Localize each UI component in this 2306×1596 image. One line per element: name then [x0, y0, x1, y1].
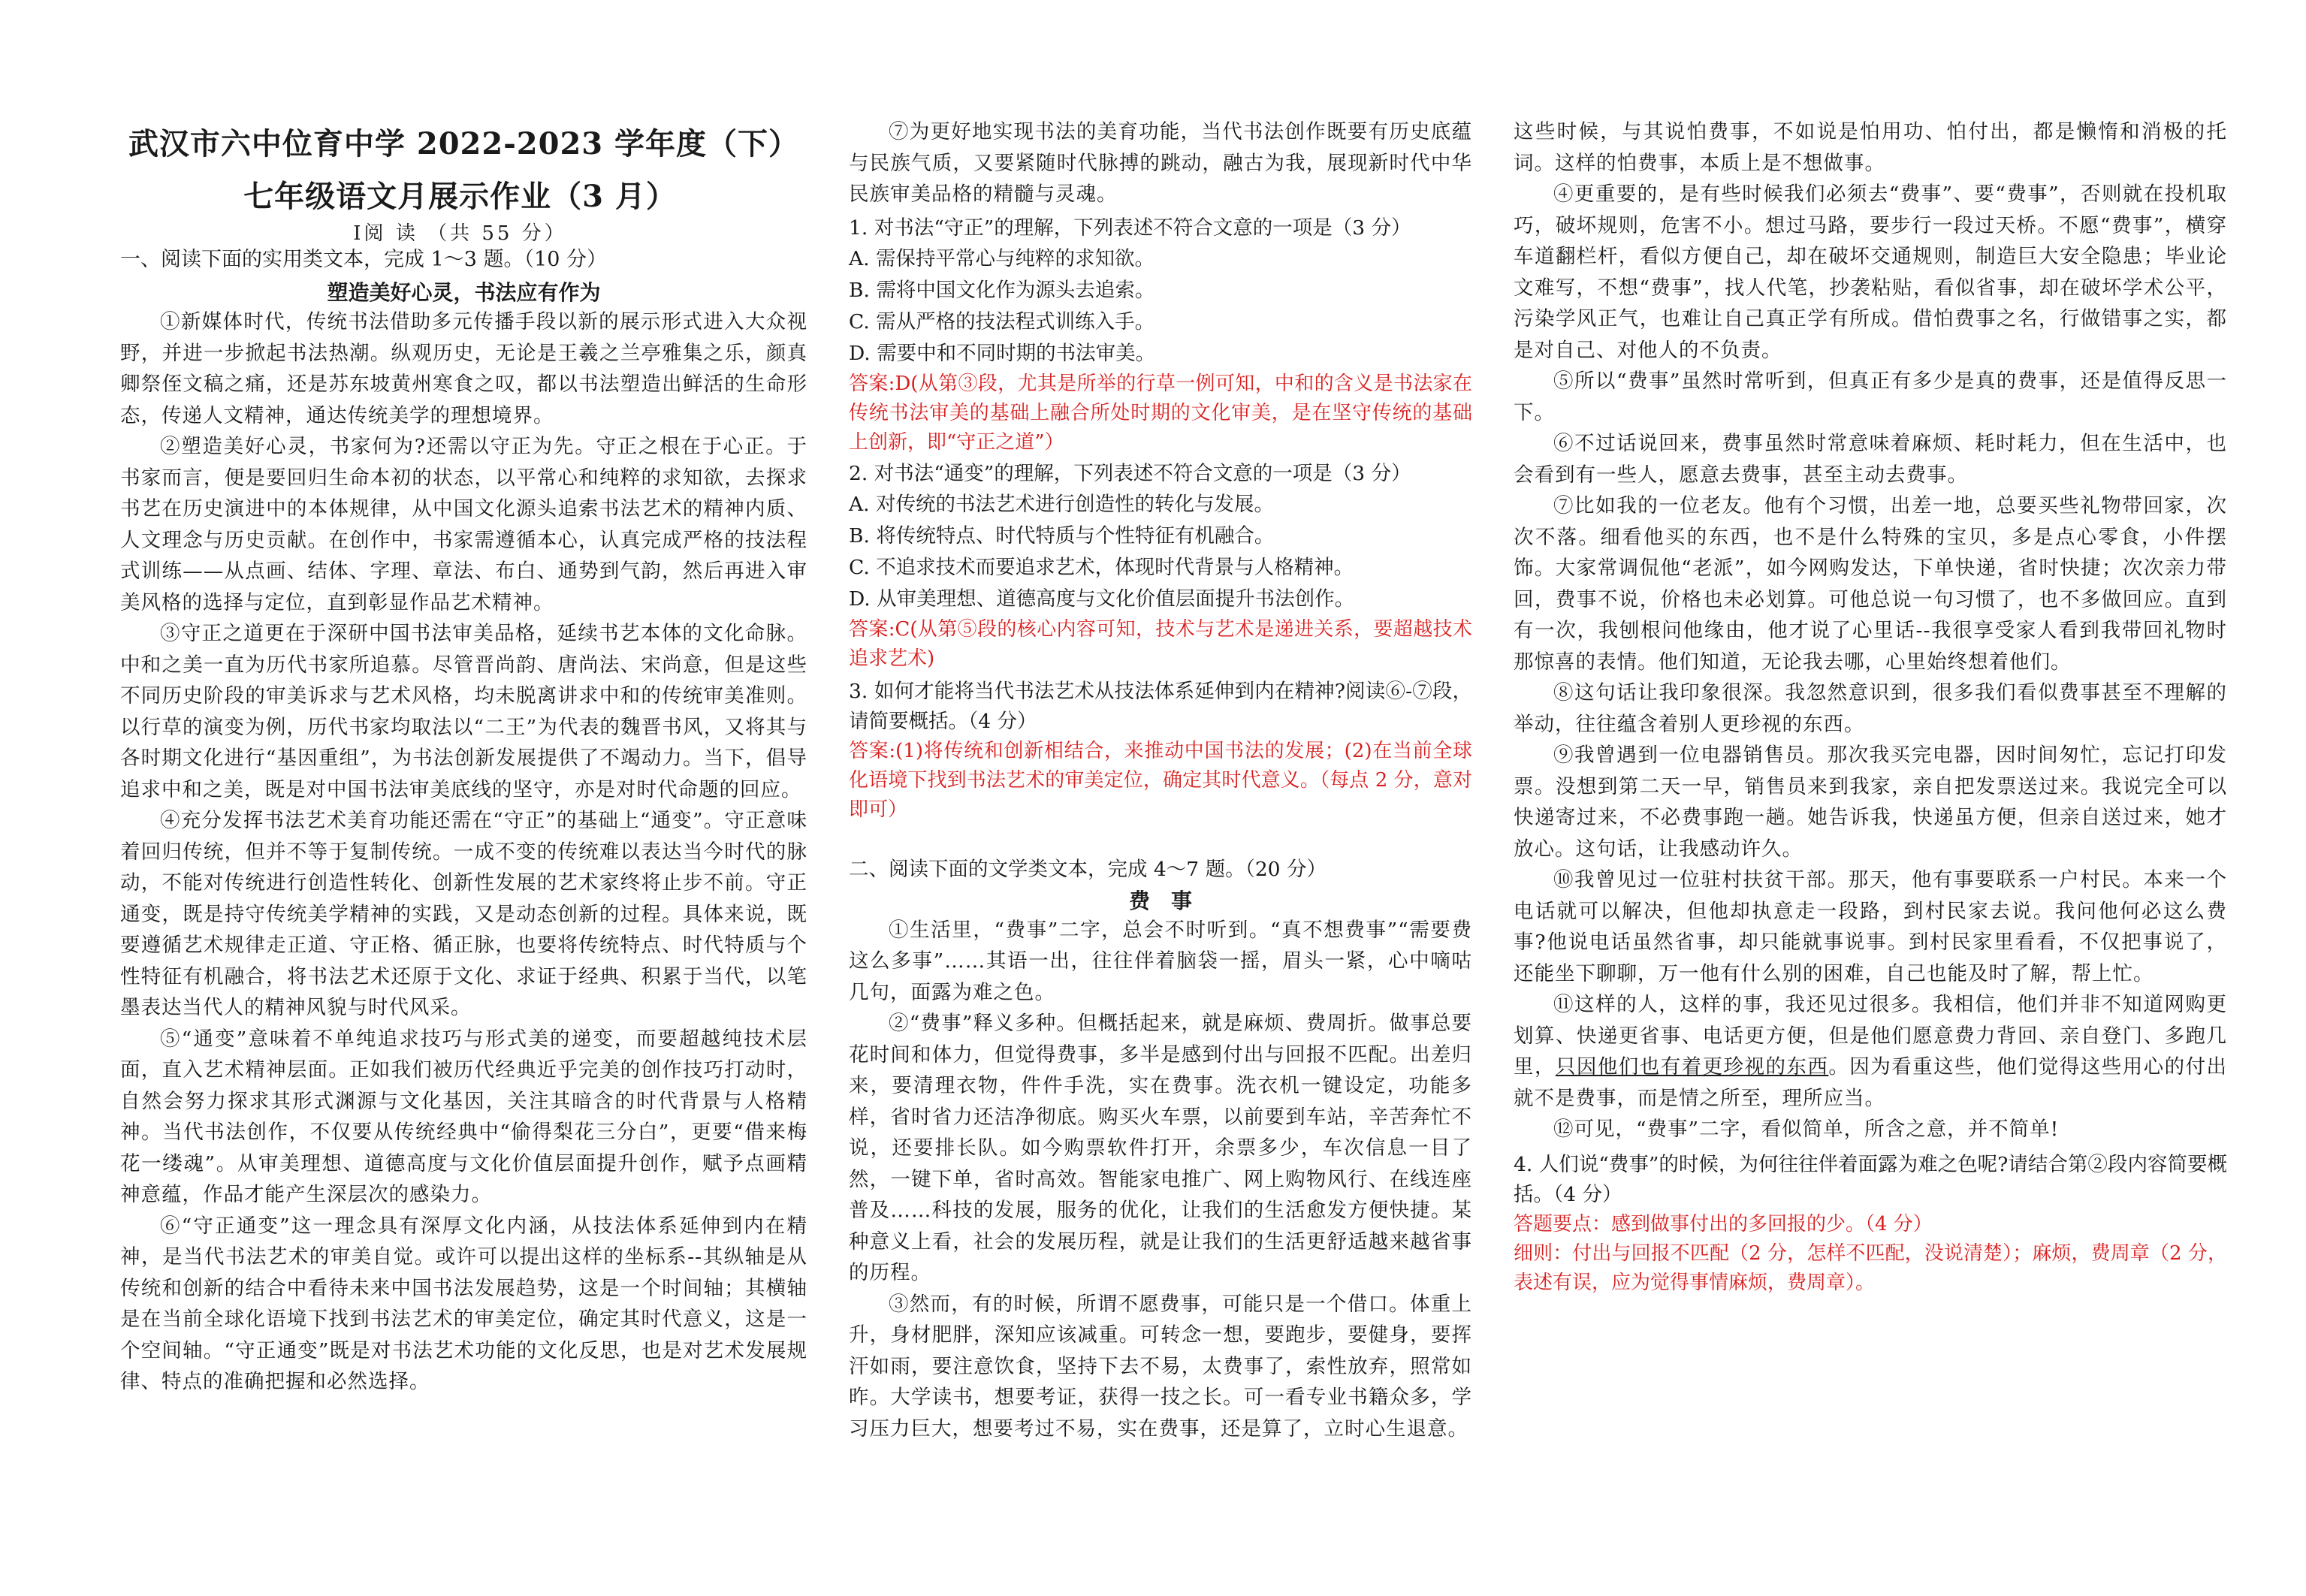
article1-para: ①新媒体时代，传统书法借助多元传播手段以新的展示形式进入大众视野，并进一步掀起书法热潮。纵观历史，无论是王羲之兰亭雅集之乐，颜真卿祭侄文稿之痛，还是苏东坡黄州寒食之叹，都以书法塑造出鲜活的生命形态，传递人文精神，通达传统美学的理想境界。 [120, 310, 807, 427]
q1-option: B. 需将中国文化作为源头去追索。 [849, 278, 1155, 302]
section1-intro: 一、阅读下面的实用类文本，完成 1～3 题。（10 分） [120, 248, 607, 271]
q3-answer: 答案:(1)将传统和创新相结合，来推动中国书法的发展；(2)在当前全球化语境下找到书法艺术的审美定位，确定其时代意义。（每点 2 分，意对即可） [849, 739, 1472, 821]
article2-para: ⑧这句话让我印象很深。我忽然意识到，很多我们看似费事甚至不理解的举动，往往蕴含着别人更珍视的东西。 [1514, 681, 2227, 736]
article1-para: ④充分发挥书法艺术美育功能还需在“守正”的基础上“通变”。守正意味着回归传统，但并不等于复制传统。一成不变的传统难以表达当今时代的脉动，不能对传统进行创造性转化、创新性发展的艺术家终将止步不前。守正通变，既是持守传统美学精神的实践，又是动态创新的过程。具体来说，既要遵循艺术规律走正道、守正格、循正脉，也要将传统特点、时代特质与个性特征有机融合，将书法艺术还原于文化、求证于经典、积累于当代，以笔墨表达当代人的精神风貌与时代风采。 [120, 809, 807, 1019]
q4-answer-detail: 细则：付出与回报不匹配（2 分，怎样不匹配，没说清楚）；麻烦，费周章（2 分，表述有误，应为觉得事情麻烦，费周章）。 [1514, 1242, 2227, 1294]
article1-para: ③守正之道更在于深研中国书法审美品格，延续书艺本体的文化命脉。中和之美一直为历代书家所追慕。尽管晋尚韵、唐尚法、宋尚意，但是这些不同历史阶段的审美诉求与艺术风格，均未脱离讲求中和的传统审美准则。以行草的演变为例，历代书家均取法以“二王”为代表的魏晋书风，又将其与各时期文化进行“基因重组”，为书法创新发展提供了不竭动力。当下，倡导追求中和之美，既是对中国书法审美底线的坚守，亦是对时代命题的回应。 [120, 622, 807, 801]
article2-para: ⑨我曾遇到一位电器销售员。那次我买完电器，因时间匆忙，忘记打印发票。没想到第二天一早，销售员来到我家，亲自把发票送过来。我说完全可以快递寄过来，不必费事跑一趟。她告诉我，快递虽方便，但亲自送过来，她才放心。这句话，让我感动许久。 [1514, 744, 2227, 861]
para11-text: ⑪这样的人，这样的事，我还见过很多。我相信，他们并非不知道网购更划算、快递更省事、电话更方便，但是他们愿意费力背回、亲自登门、多跑几里， [1514, 993, 2227, 1079]
q1-answer: 答案:D(从第③段，尤其是所举的行草一例可知，中和的含义是书法家在传统书法审美的基础上融合所处时期的文化审美，是在坚守传统的基础上创新，即“守正之道”） [849, 372, 1472, 454]
article2-para: ⑥不过话说回来，费事虽然时常意味着麻烦、耗时耗力，但在生活中，也会看到有一些人，愿意去费事，甚至主动去费事。 [1514, 432, 2227, 487]
article2-title: 费 事 [1128, 888, 1192, 913]
q2-option: D. 从审美理想、道德高度与文化价值层面提升书法创作。 [849, 587, 1355, 611]
article2-para: 这些时候，与其说怕费事，不如说是怕用功、怕付出，都是懒惰和消极的托词。这样的怕费事，本质上是不想做事。 [1514, 120, 2227, 175]
q2-option: B. 将传统特点、时代特质与个性特征有机融合。 [849, 523, 1275, 548]
q1-option: A. 需保持平常心与纯粹的求知欲。 [849, 246, 1155, 270]
column-1 [113, 0, 807, 1596]
article1-para: ⑥“守正通变”这一理念具有深厚文化内涵，从技法体系延伸到内在精神，是当代书法艺术的审美自觉。或许可以提出这样的坐标系--其纵轴是从传统和创新的结合中看待未来中国书法发展趋势，这是一个时间轴；其横轴是在当前全球化语境下找到书法艺术的审美定位，确定其时代意义，这是一个空间轴。“守正通变”既是对书法艺术功能的文化反思，也是对艺术发展规律、特点的准确把握和必然选择。 [120, 1214, 807, 1393]
page-title: 武汉市六中位育中学 2022-2023 学年度（下） [128, 126, 800, 161]
article2-para: ④更重要的，是有些时候我们必须去“费事”、要“费事”，否则就在投机取巧，破坏规则，危害不小。想过马路，要步行一段过天桥。不愿“费事”，横穿车道翻栏杆，看似方便自己，却在破坏交通规则，制造巨大安全隐患；毕业论文难写，不想“费事”，找人代笔，抄袭粘贴，看似省事，却在破坏学术公平，污染学风正气，也难让自己真正学有所成。借怕费事之名，行做错事之实，都是对自己、对他人的不负责。 [1514, 183, 2227, 362]
q1-option: D. 需要中和不同时期的书法审美。 [849, 341, 1156, 365]
para11-underlined: 只因他们也有着更珍视的东西 [1555, 1055, 1829, 1079]
article2-para: ⑫可见，“费事”二字，看似简单，所含之意，并不简单! [1553, 1118, 2060, 1141]
article2-para: ⑤所以“费事”虽然时常听到，但真正有多少是真的费事，还是值得反思一下。 [1514, 370, 2227, 424]
question-3: 3. 如何才能将当代书法艺术从技法体系延伸到内在精神?阅读⑥-⑦段，请简要概括。（4 分） [849, 679, 1472, 733]
article2-para: ①生活里，“费事”二字，总会不时听到。“真不想费事”“需要费这么多事”……其语一出，往往伴着脑袋一摇，眉头一紧，心中嘀咕几句，面露为难之色。 [849, 918, 1472, 1004]
article1-para: ⑤“通变”意味着不单纯追求技巧与形式美的递变，而要超越纯技术层面，直入艺术精神层面。正如我们被历代经典近乎完美的创作技巧打动时，自然会努力探求其形式渊源与文化基因，关注其暗含的时代背景与人格精神。当代书法创作，不仅要从传统经典中“偷得梨花三分白”，更要“借来梅花一缕魂”。从审美理想、道德高度与文化价值层面提升创作，赋予点画精神意蕴，作品才能产生深层次的感染力。 [120, 1027, 807, 1206]
q4-answer-main: 答题要点：感到做事付出的多回报的少。（4 分） [1514, 1212, 1933, 1235]
page-subtitle: 七年级语文月展示作业（3 月） [243, 179, 677, 214]
article1-title: 塑造美好心灵，书法应有作为 [327, 280, 601, 305]
section2-intro: 二、阅读下面的文学类文本，完成 4～7 题。（20 分） [849, 857, 1327, 881]
question-2: 2. 对书法“通变”的理解，下列表述不符合文意的一项是（3 分） [849, 461, 1411, 485]
column-3 [1514, 0, 2235, 1596]
article2-para: ⑩我曾见过一位驻村扶贫干部。那天，他有事要联系一户村民。本来一个电话就可以解决，但他却执意走一段路，到村民家去说。我问他何必这么费事?他说电话虽然省事，却只能就事说事。到村民家里看看，不仅把事说了，还能坐下聊聊，万一他有什么别的困难，自己也能及时了解，帮上忙。 [1514, 868, 2227, 985]
article2-para: ②“费事”释义多种。但概括起来，就是麻烦、费周折。做事总要花时间和体力，但觉得费事，多半是感到付出与回报不匹配。出差归来，要清理衣物，件件手洗，实在费事。洗衣机一键设定，功能多样，省时省力还洁净彻底。购买火车票，以前要到车站，辛苦奔忙不说，还要排长队。如今购票软件打开，余票多少，车次信息一目了然，一键下单，省时高效。智能家电推广、网上购物风行、在线连座普及……科技的发展，服务的优化，让我们的生活愈发方便快捷。某种意义上看，社会的发展历程，就是让我们的生活更舒适越来越省事的历程。 [849, 1012, 1472, 1284]
question-1: 1. 对书法“守正”的理解，下列表述不符合文意的一项是（3 分） [849, 216, 1411, 240]
article1-para-7: ⑦为更好地实现书法的美育功能，当代书法创作既要有历史底蕴与民族气质，又要紧随时代脉搏的跳动，融古为我，展现新时代中华民族审美品格的精髓与灵魂。 [849, 120, 1472, 206]
article1-para: ②塑造美好心灵，书家何为?还需以守正为先。守正之根在于心正。于书家而言，便是要回归生命本初的状态，以平常心和纯粹的求知欲，去探求书艺在历史演进中的本体规律，从中国文化源头追索书法艺术的精神内质、人文理念与历史贡献。在创作中，书家需遵循本心，认真完成严格的技法程式训练——从点画、结体、字理、章法、布白、通势到气韵，然后再进入审美风格的选择与定位，直到彰显作品艺术精神。 [120, 435, 807, 614]
q1-option: C. 需从严格的技法程式训练入手。 [849, 309, 1155, 333]
para11-tail: 。因为看重这些，他们觉得这些用心的付出就不是费事，而是情之所至，理所应当。 [1514, 1055, 2228, 1110]
column-2 [849, 0, 1525, 1596]
question-4: 4. 人们说“费事”的时候，为何往往伴着面露为难之色呢?请结合第②段内容简要概括。（4 分） [1514, 1152, 2227, 1206]
q2-option: A. 对传统的书法艺术进行创造性的转化与发展。 [849, 492, 1274, 516]
q2-option: C. 不追求技术而要追求艺术，体现时代背景与人格精神。 [849, 555, 1354, 579]
q2-answer: 答案:C(从第⑤段的核心内容可知，技术与艺术是递进关系，要超越技术追求艺术) [849, 617, 1472, 670]
article2-para: ⑦比如我的一位老友。他有个习惯，出差一地，总要买些礼物带回家，次次不落。细看他买的东西，也不是什么特殊的宝贝，多是点心零食，小件摆饰。大家常调侃他“老派”，如今网购发达，下单快递，省时快捷；次次亲力带回，费事不说，价格也未必划算。可他总说一句习惯了，也不多做回应。直到有一次，我刨根问他缘由，他才说了心里话--我很享受家人看到我带回礼物时那惊喜的表情。他们知道，无论我去哪，心里始终想着他们。 [1514, 494, 2227, 674]
part-heading: Ⅰ阅 读 （共 55 分） [353, 222, 567, 245]
article2-para-11 [1514, 989, 2227, 1114]
article2-para: ③然而，有的时候，所谓不愿费事，可能只是一个借口。体重上升，身材肥胖，深知应该减重。可转念一想，要跑步，要健身，要挥汗如雨，要注意饮食，坚持下去不易，太费事了，索性放弃，照常如昨。大学读书，想要考证，获得一技之长。可一看专业书籍众多，学习压力巨大，想要考过不易，实在费事，还是算了，立时心生退意。 [849, 1292, 1472, 1441]
